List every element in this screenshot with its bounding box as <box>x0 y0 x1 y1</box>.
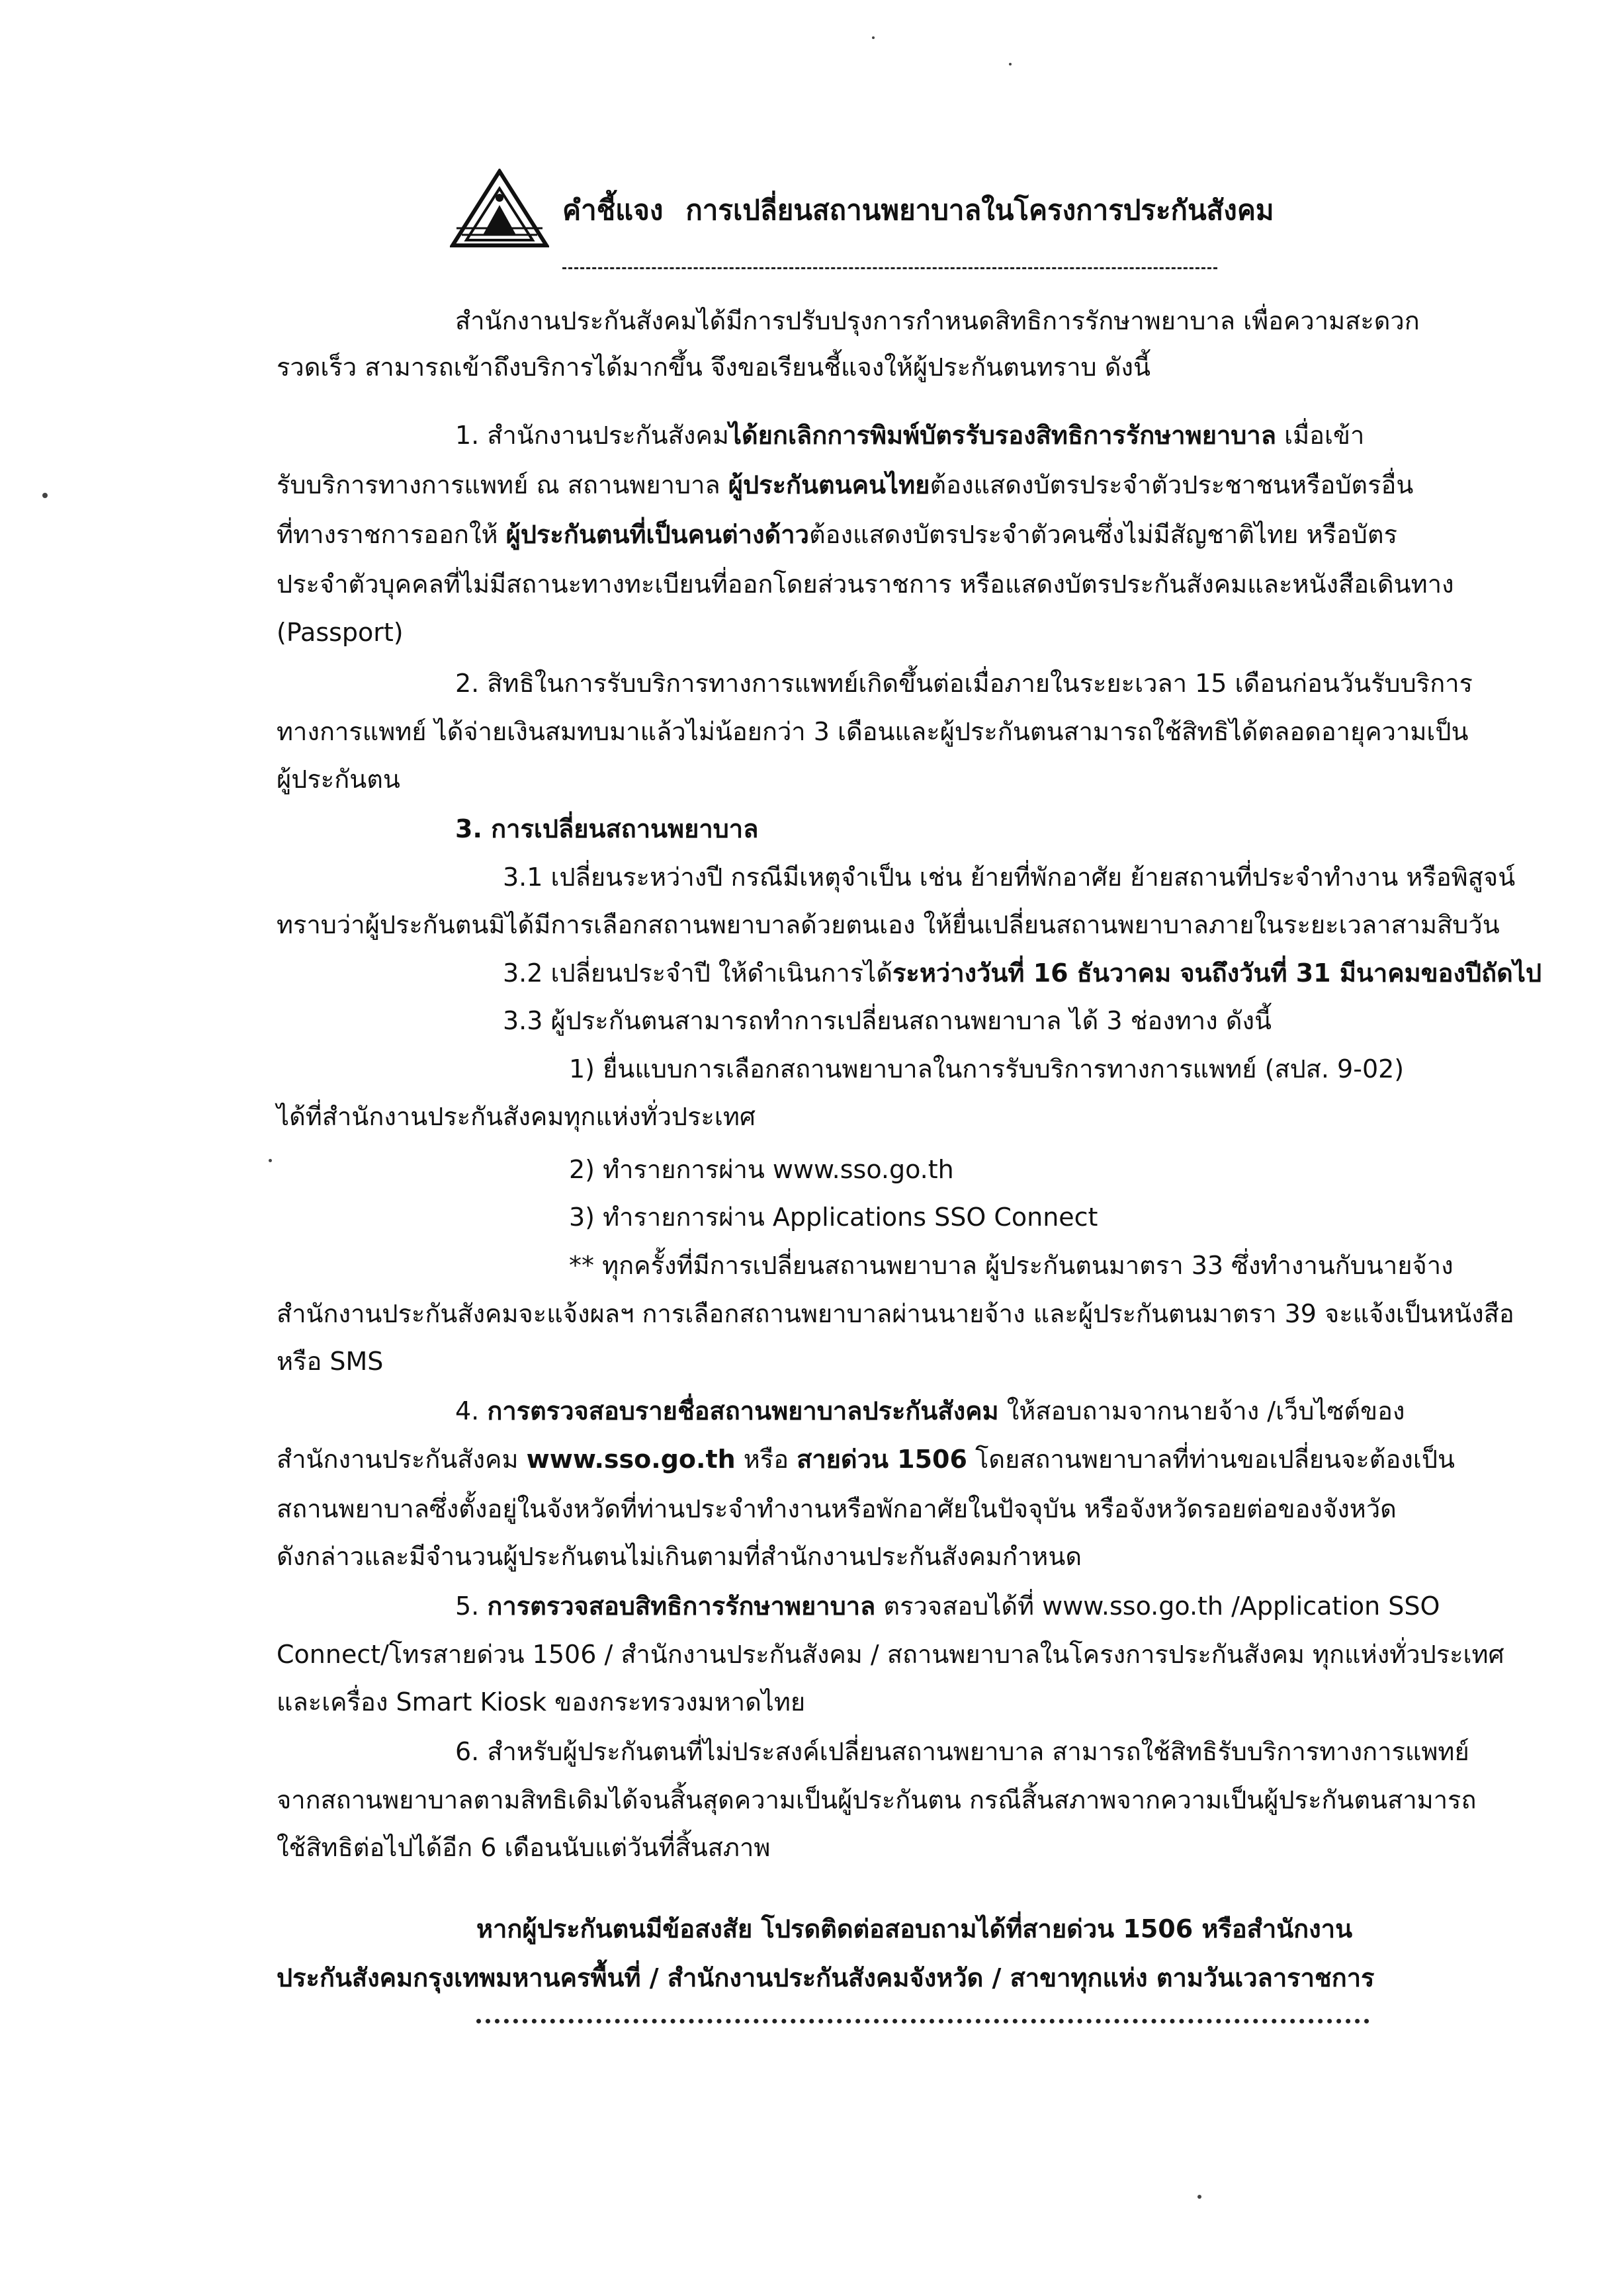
scan-speck <box>1009 63 1012 65</box>
item6-line-1: 6. สำหรับผู้ประกันตนที่ไม่ประสงค์เปลี่ยนสถานพยาบาล สามารถใช้สิทธิรับบริการทางการแพทย์ <box>455 1737 1469 1766</box>
scan-speck <box>1197 2195 1201 2199</box>
item2-line-3: ผู้ประกันตน <box>277 765 400 794</box>
item3-1-line-1: 3.1 เปลี่ยนระหว่างปี กรณีมีเหตุจำเป็น เช่น ย้ายที่พักอาศัย ย้ายสถานที่ประจำทำงาน หรือพิสูจน์ <box>503 863 1516 892</box>
title-label: คำชี้แจง <box>562 194 664 226</box>
item1-bold-foreign: ผู้ประกันตนที่เป็นคนต่างด้าว <box>505 520 809 549</box>
item3-2-text: 3.2 เปลี่ยนประจำปี ให้ดำเนินการได้ <box>503 958 892 988</box>
scan-speck <box>872 36 875 39</box>
item4-line-2 <box>277 1441 1455 1478</box>
item1-line-2 <box>277 466 1413 503</box>
item1-l2-a: รับบริการทางการแพทย์ ณ สถานพยาบาล <box>277 470 728 499</box>
item5-line-3: และเครื่อง Smart Kiosk ของกระทรวงมหาดไทย <box>277 1687 806 1717</box>
page-title <box>562 189 1274 232</box>
scan-speck <box>42 493 48 498</box>
channel-1-line-1: 1) ยื่นแบบการเลือกสถานพยาบาลในการรับบริการทางการแพทย์ (สปส. 9-02) <box>569 1054 1405 1084</box>
note-line-2: สำนักงานประกันสังคมจะแจ้งผลฯ การเลือกสถานพยาบาลผ่านนายจ้าง และผู้ประกันตนมาตรา 39 จะแจ้งเป็นหนังสือ <box>277 1299 1514 1328</box>
footer-line-1: หากผู้ประกันตนมีข้อสงสัย โปรดติดต่อสอบถามได้ที่สายด่วน 1506 หรือสำนักงาน <box>476 1914 1353 1943</box>
item6-line-2: จากสถานพยาบาลตามสิทธิเดิมได้จนสิ้นสุดความเป็นผู้ประกันตน กรณีสิ้นสภาพจากความเป็นผู้ประกันตนสามารถ <box>277 1785 1477 1814</box>
note-line-3: หรือ SMS <box>277 1347 384 1376</box>
item3-2-line <box>503 955 1542 992</box>
channel-1-line-2: ได้ที่สำนักงานประกันสังคมทุกแห่งทั่วประเทศ <box>277 1102 756 1131</box>
item6-line-3: ใช้สิทธิต่อไปได้อีก 6 เดือนนับแต่วันที่สิ้นสภาพ <box>277 1833 771 1862</box>
item5-num: 5. <box>455 1592 488 1621</box>
item4-bold-check-list: การตรวจสอบรายชื่อสถานพยาบาลประกันสังคม <box>487 1396 999 1425</box>
item4-line-1 <box>455 1392 1405 1429</box>
item1-line-3 <box>277 516 1397 553</box>
footer-line-2: ประกันสังคมกรุงเทพมหานครพื้นที่ / สำนักงานประกันสังคมจังหวัด / สาขาทุกแห่ง ตามวันเวลาราชการ <box>277 1963 1375 1992</box>
item3-2-bold-dates: ระหว่างวันที่ 16 ธันวาคม จนถึงวันที่ 31 มีนาคมของปีถัดไป <box>892 958 1542 988</box>
item1-line-4: ประจำตัวบุคคลที่ไม่มีสถานะทางทะเบียนที่ออกโดยส่วนราชการ หรือแสดงบัตรประกันสังคมและหนังสือเดินทาง <box>277 570 1454 599</box>
item5-line-2: Connect/โทรสายด่วน 1506 / สำนักงานประกันสังคม / สถานพยาบาลในโครงการประกันสังคม ทุกแห่งทั่วประเทศ <box>277 1640 1504 1669</box>
item1-text-a: 1. สำนักงานประกันสังคม <box>455 421 729 450</box>
channel-2-line: 2) ทำรายการผ่าน www.sso.go.th <box>569 1155 954 1184</box>
item2-line-1: 2. สิทธิในการรับบริการทางการแพทย์เกิดขึ้นต่อเมื่อภายในระยะเวลา 15 เดือนก่อนวันรับบริการ <box>455 669 1473 698</box>
item1-line-1 <box>455 417 1364 454</box>
note-line-1: ** ทุกครั้งที่มีการเปลี่ยนสถานพยาบาล ผู้ประกันตนมาตรา 33 ซึ่งทำงานกับนายจ้าง <box>569 1251 1454 1280</box>
item4-l2-a: สำนักงานประกันสังคม <box>277 1445 527 1474</box>
intro-line-2: รวดเร็ว สามารถเข้าถึงบริการได้มากขึ้น จึงขอเรียนชี้แจงให้ผู้ประกันตนทราบ ดังนี้ <box>277 353 1151 382</box>
item4-l2-c: หรือ <box>735 1445 797 1474</box>
item5-bold-check-rights: การตรวจสอบสิทธิการรักษาพยาบาล <box>487 1592 876 1621</box>
intro-line-1: สำนักงานประกันสังคมได้มีการปรับปรุงการกำหนดสิทธิการรักษาพยาบาล เพื่อความสะดวก <box>455 306 1420 335</box>
item1-text-c: เมื่อเข้า <box>1276 421 1365 450</box>
item2-line-2: ทางการแพทย์ ได้จ่ายเงินสมทบมาแล้วไม่น้อยกว่า 3 เดือนและผู้ประกันตนสามารถใช้สิทธิได้ตลอดอายุความเป็น <box>277 717 1469 746</box>
item4-l2-e: โดยสถานพยาบาลที่ท่านขอเปลี่ยนจะต้องเป็น <box>967 1445 1455 1474</box>
item1-bold-thai: ผู้ประกันตนคนไทย <box>728 470 930 499</box>
item3-heading: 3. การเปลี่ยนสถานพยาบาล <box>455 814 759 843</box>
channel-3-line: 3) ทำรายการผ่าน Applications SSO Connect <box>569 1203 1098 1232</box>
title-divider <box>562 267 1217 269</box>
header <box>450 169 1310 248</box>
item4-line-4: ดังกล่าวและมีจำนวนผู้ประกันตนไม่เกินตามที่สำนักงานประกันสังคมกำหนด <box>277 1542 1082 1571</box>
item4-bold-hotline: สายด่วน 1506 <box>797 1445 967 1474</box>
title-subject: การเปลี่ยนสถานพยาบาลในโครงการประกันสังคม <box>685 194 1274 226</box>
item1-line-5: (Passport) <box>277 618 404 647</box>
item4-line-3: สถานพยาบาลซึ่งตั้งอยู่ในจังหวัดที่ท่านประจำทำงานหรือพักอาศัยในปัจจุบัน หรือจังหวัดรอยต่อของจังหวัด <box>277 1494 1397 1523</box>
item1-l3-c: ต้องแสดงบัตรประจำตัวคนซึ่งไม่มีสัญชาติไทย หรือบัตร <box>808 520 1398 549</box>
item4-num: 4. <box>455 1396 488 1425</box>
item4-bold-website: www.sso.go.th <box>526 1445 736 1474</box>
item3-3-line: 3.3 ผู้ประกันตนสามารถทำการเปลี่ยนสถานพยาบาล ได้ 3 ช่องทาง ดังนี้ <box>503 1006 1272 1035</box>
sso-emblem-logo <box>450 169 549 248</box>
item1-l2-c: ต้องแสดงบัตรประจำตัวประชาชนหรือบัตรอื่น <box>930 470 1414 499</box>
item4-l1-c: ให้สอบถามจากนายจ้าง /เว็บไซต์ของ <box>998 1396 1405 1425</box>
item5-l1-c: ตรวจสอบได้ที่ www.sso.go.th /Application SSO <box>875 1592 1440 1621</box>
item5-line-1 <box>455 1588 1440 1625</box>
item3-1-line-2: ทราบว่าผู้ประกันตนมิได้มีการเลือกสถานพยาบาลด้วยตนเอง ให้ยื่นเปลี่ยนสถานพยาบาลภายในระยะเวลาสามสิบวัน <box>277 910 1500 939</box>
item1-bold-cancel-card: ได้ยกเลิกการพิมพ์บัตรรับรองสิทธิการรักษาพยาบาล <box>728 421 1277 450</box>
item1-l3-a: ที่ทางราชการออกให้ <box>277 520 506 549</box>
scan-speck <box>269 1159 272 1162</box>
footer-dotted-rule <box>476 2019 1369 2023</box>
